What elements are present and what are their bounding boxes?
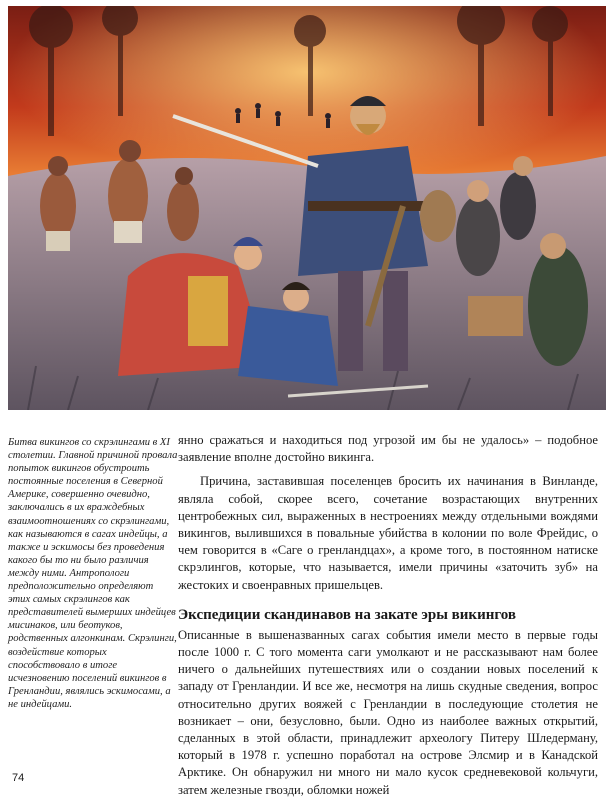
battle-painting-icon (8, 6, 606, 410)
illustration-caption (8, 436, 178, 711)
paragraph-continuation: янно сражаться и находиться под угрозой им бы не удалось» – подобное заявление вполне достойно викинга. (178, 433, 598, 465)
main-text (178, 432, 598, 799)
paragraph-expeditions: Описанные в вышеназванных сагах события имели место в первые годы после 1000 г. С того момента саги умолкают и не рассказывают нам более ничего о дальнейших путешествиях или о создании новых поселений к западу от Гренландии. И все же, несмотря на лишь скудные сведения, вопрос относительно других вояжей с Гренландии в последующие столетия не возникает – они, безусловно, были. Одно из наиболее важных открытий, сделанных в этой области, принадлежит археологу Питеру Шледерману, который в 1978 г. успешно поработал на острове Элсмир и в Канадской Арктике. Он обнаружил ни много ни мало кусок средневековой кольчуги, затем железные гвозди, обломки ножей (178, 627, 598, 797)
battle-illustration (8, 6, 606, 410)
caption-text: Битва викингов со скрэлингами в XI столетии. Главной причиной провала попыток викингов обустроить постоянные поселения в Северной Америке, совершенно очевидно, заключались в их враждебных взаимоотношениях со скрэлингами, как называются в сагах индейцы, а также и эскимосы без проведения какого бы то ни было различия между ними. Антропологи предположительно определяют этих самых скрэлингов как представителей вымерших индейцев мисинаков, или беотуков, родственных алгонкинам. Скрэлинги, воздействие которых способствовало в итоге исчезновению поселений викингов в Гренландии, являлись эскимосами, а не индейцами. (8, 437, 178, 710)
section-heading: Экспедиции скандинавов на закате эры викингов (178, 606, 517, 623)
page-number: 74 (12, 772, 25, 784)
paragraph-reason: Причина, заставившая поселенцев бросить их начинания в Винланде, являла собой, скорее всего, сочетание возрастающих внутренних центробежных сил, выраженных в нестроениях между отдельными вождями викингов, вылившихся в повальные убийства в колонии по воле Фрейдис, о чем говорится в «Саге о гренландцах», а кроме того, в постоянном натиске скрэлингов, которые, что называется, имели причины «заточить зуб» на жестоких и своенравных пришельцев. (178, 474, 598, 592)
